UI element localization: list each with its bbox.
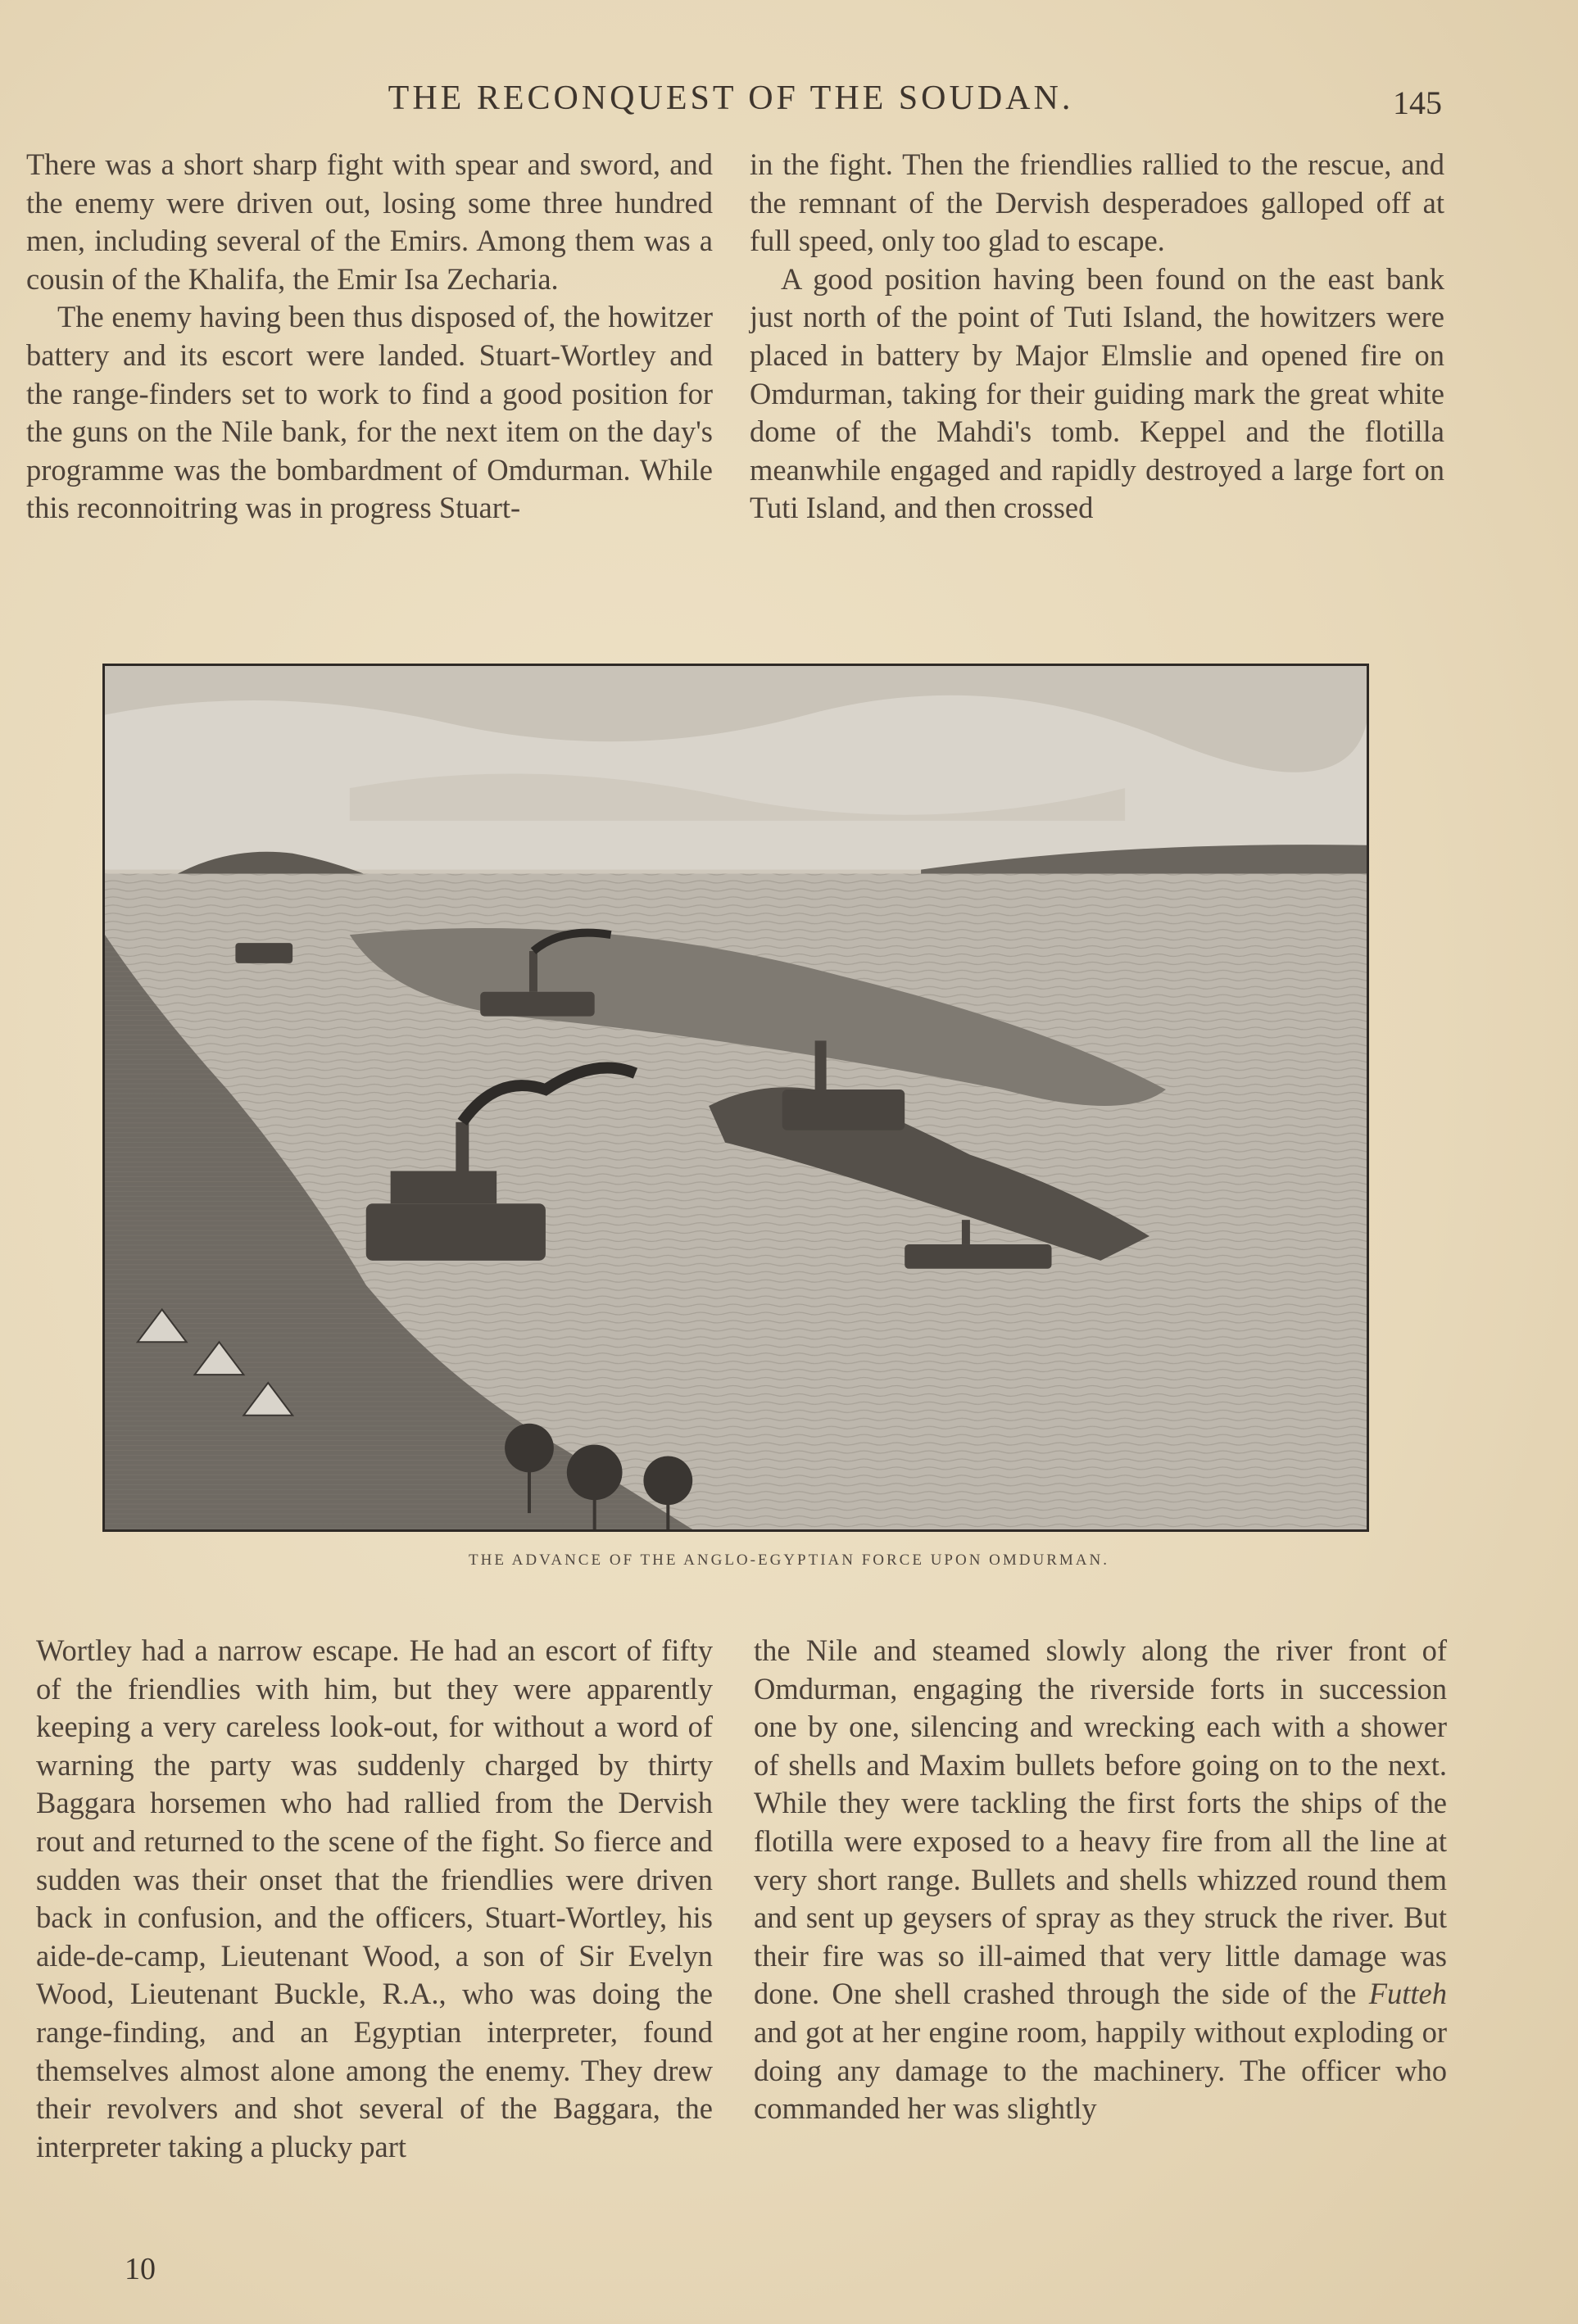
running-head <box>0 79 1578 128</box>
gunboat <box>905 1244 1051 1269</box>
gunboat <box>366 1203 546 1261</box>
page-number: 145 <box>1393 84 1442 121</box>
running-title: THE RECONQUEST OF THE SOUDAN. <box>388 79 1074 117</box>
text-run: and got at her engine room, happily without exploding or doing any damage to the machinery. The officer who commanded her was slightly <box>754 2014 1447 2126</box>
paragraph: The enemy having been thus disposed of, the howitzer battery and its escort were landed. Stuart-Wortley and the range-finders set to work to find a good position for the guns on the Nile bank, for the next item on the day's programme was the bombardment of Omdurman. While this reconnoitring was in progress Stuart- <box>26 300 713 525</box>
signature-number: 10 <box>125 2252 156 2286</box>
column-top-right <box>750 146 1444 528</box>
engraving-illustration <box>102 664 1369 1532</box>
column-bottom-right <box>754 1632 1447 2128</box>
paragraph: in the fight. Then the friendlies rallied to the rescue, and the remnant of the Dervish desperadoes galloped off at full speed, only too glad to escape. <box>750 147 1444 258</box>
paragraph: There was a short sharp fight with spear and sword, and the enemy were driven out, losing some three hundred men, including several of the Emirs. Among them was a cousin of the Khalifa, the Emir Isa Zecharia. <box>26 147 713 296</box>
text-run: the Nile and steamed slowly along the river front of Omdurman, engaging the riverside forts in succession one by one, silencing and wrecking each with a shower of shells and Maxim bullets before going on to the next. While they were tackling the first forts the ships of the flotilla were exposed to a heavy fire from all the line at very short range. Bullets and shells whizzed round them and sent up geysers of spray as they struck the river. But their fire was so ill-aimed that very little damage was done. One shell crashed through the side of the <box>754 1633 1447 2011</box>
paragraph <box>754 1632 1447 2128</box>
gunboat <box>480 992 594 1017</box>
ship-name: Futteh <box>1368 1977 1447 2011</box>
gunboat <box>235 943 292 963</box>
river-scene-engraving <box>105 666 1367 1529</box>
gunboat <box>782 1090 905 1130</box>
paragraph: A good position having been found on the east bank just north of the point of Tuti Island, the howitzers were placed in battery by Major Elmslie and opened fire on Omdurman, taking for their guiding mark the great white dome of the Mahdi's tomb. Keppel and the flotilla meanwhile engaged and rapidly destroyed a large fort on Tuti Island, and then crossed <box>750 261 1444 525</box>
column-top-left <box>26 146 713 528</box>
paragraph: Wortley had a narrow escape. He had an escort of fifty of the friendlies with him, but they were apparently keeping a very careless look-out, for without a word of warning the party was suddenly charged by thirty Baggara horsemen who had rallied from the Dervish rout and returned to the scene of the fight. So fierce and sudden was their onset that the friendlies were driven back in confusion, and the officers, Stuart-Wortley, his aide-de-camp, Lieutenant Wood, a son of Sir Evelyn Wood, Lieutenant Buckle, R.A., who was doing the range-finding, and an Egyptian interpreter, found themselves almost alone among the enemy. They drew their revolvers and shot several of the Baggara, the interpreter taking a plucky part <box>36 1633 713 2163</box>
illustration-caption: THE ADVANCE OF THE ANGLO-EGYPTIAN FORCE UPON OMDURMAN. <box>469 1552 1109 1569</box>
column-bottom-left <box>36 1632 713 2166</box>
